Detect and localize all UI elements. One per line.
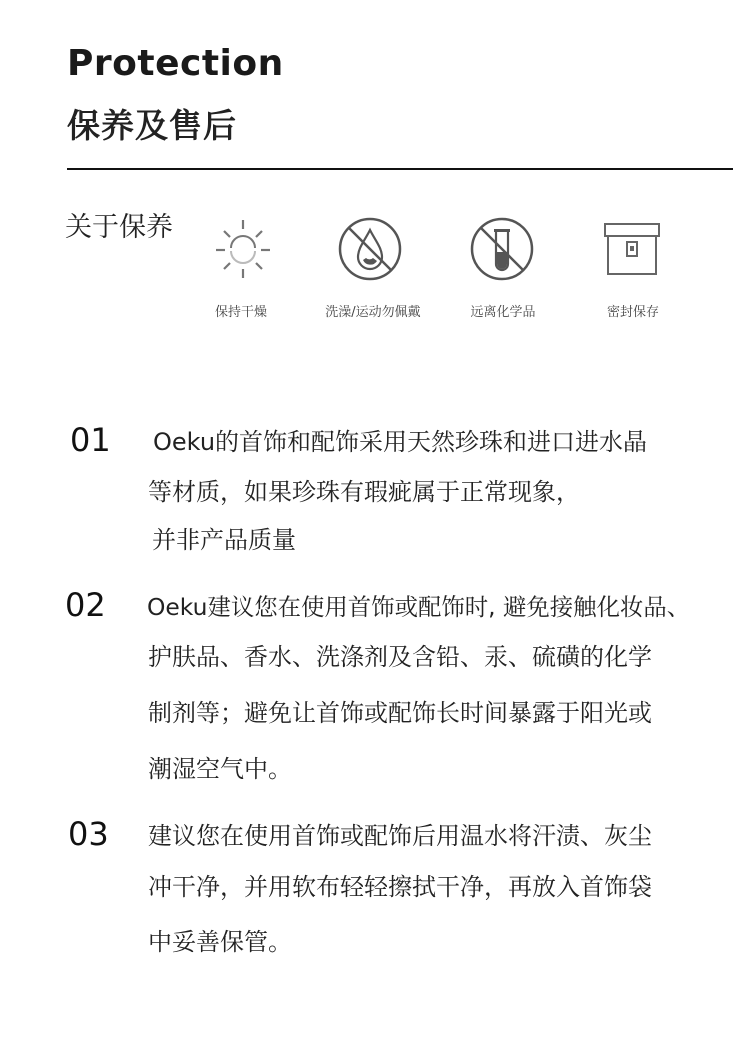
care-caption-no-chemical: 远离化学品 (470, 305, 536, 320)
item-text-line: 中妥善保管。 (148, 928, 292, 956)
item-number: 03 (68, 815, 109, 853)
item-text-line: 冲干净，并用软布轻轻擦拭干净，再放入首饰袋 (148, 873, 652, 901)
sealed-box-icon (603, 220, 661, 278)
item-text-line: Oeku建议您在使用首饰或配饰时, 避免接触化妆品、 (147, 593, 691, 621)
item-text-line: 等材质，如果珍珠有瑕疵属于正常现象， (148, 478, 580, 506)
item-text-line: 潮湿空气中。 (148, 755, 292, 783)
care-section-label: 关于保养 (65, 212, 173, 243)
item-text-line: Oeku的首饰和配饰采用天然珍珠和进口进水晶 (153, 428, 648, 456)
header-divider (67, 168, 733, 170)
page-title-cn: 保养及售后 (67, 106, 237, 145)
page-title-en: Protection (67, 43, 284, 84)
item-text-line: 并非产品质量 (152, 526, 296, 554)
item-text-line: 制剂等；避免让首饰或配饰长时间暴露于阳光或 (148, 699, 652, 727)
no-chemical-icon (469, 216, 535, 282)
care-caption-no-water: 洗澡/运动勿佩戴 (325, 305, 421, 320)
item-text-line: 建议您在使用首饰或配饰后用温水将汗渍、灰尘 (148, 822, 652, 850)
no-water-icon (337, 216, 403, 282)
care-caption-sealed: 密封保存 (606, 305, 659, 320)
item-number: 02 (65, 586, 106, 624)
item-text-line: 护肤品、香水、洗涤剂及含铅、汞、硫磺的化学 (148, 643, 652, 671)
item-number: 01 (70, 421, 111, 459)
care-caption-dry: 保持干燥 (214, 305, 267, 320)
sun-icon (214, 214, 272, 282)
